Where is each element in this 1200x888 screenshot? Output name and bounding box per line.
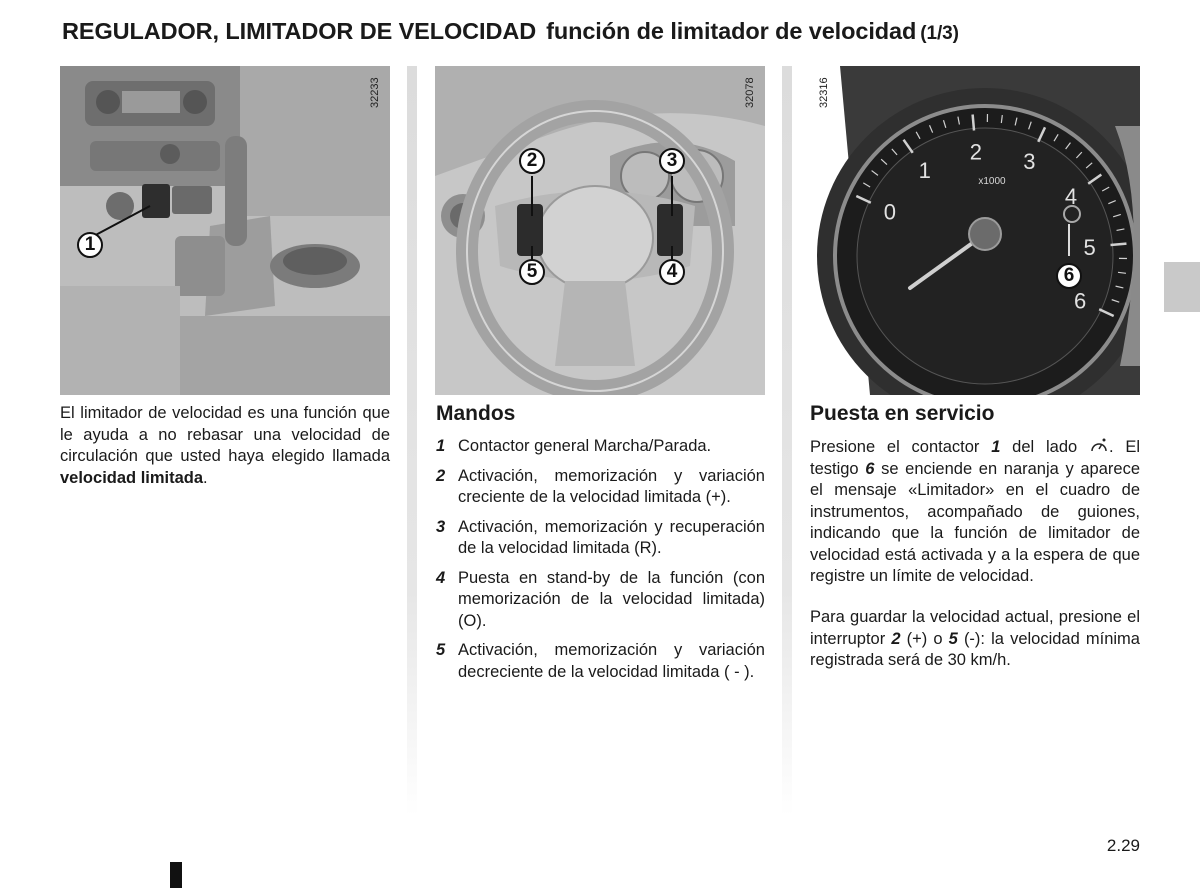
figure-steering-wheel xyxy=(435,66,765,395)
title-page-indicator: (1/3) xyxy=(920,23,959,44)
column-divider-2 xyxy=(782,66,792,816)
text-run: del lado xyxy=(1000,438,1089,456)
gauge-unit-label: x1000 xyxy=(978,176,1006,187)
item-text: Activación, memorización y variación decreciente de la velocidad limitada ( - ). xyxy=(458,641,765,681)
title-sub: función de limitador de velocidad xyxy=(546,18,917,44)
steering-wheel-illustration xyxy=(435,66,765,395)
callout-1: 1 xyxy=(77,232,103,258)
gauge-label: 6 xyxy=(1074,288,1087,314)
intro-bold: velocidad limitada xyxy=(60,468,204,487)
chapter-side-tab xyxy=(1164,262,1200,312)
gauge-label: 4 xyxy=(1064,183,1078,209)
item-number: 3 xyxy=(436,517,446,536)
text-run: Presione el contactor xyxy=(810,438,992,456)
gauge-label: 5 xyxy=(1083,234,1096,260)
figure-code-label: 32233 xyxy=(369,77,381,108)
figure-tachometer xyxy=(810,66,1140,395)
ref-number: 6 xyxy=(865,459,875,478)
item-text: Activación, memorización y recuperación de la velocidad limitada (R). xyxy=(458,517,765,557)
gauge-label: 3 xyxy=(1023,148,1036,174)
save-speed-paragraph xyxy=(810,607,1140,672)
callout-6: 6 xyxy=(1056,263,1082,289)
figure-center-console xyxy=(60,66,390,395)
list-item xyxy=(436,517,765,560)
text-run: . El testigo xyxy=(810,438,1141,478)
gauge-tick xyxy=(973,115,974,131)
list-item xyxy=(436,466,765,509)
item-text: Activación, memorización y variación creciente de la velocidad limitada (+). xyxy=(458,466,765,506)
figure-code-label: 32078 xyxy=(744,77,756,108)
center-console-illustration xyxy=(60,66,390,395)
figure-code-label: 32316 xyxy=(818,77,830,108)
callout-4: 4 xyxy=(659,259,685,285)
gauge-tick xyxy=(1111,244,1127,245)
text-run: se enciende en naranja y aparece el mensaje «Limitador» en el cuadro de instrumentos, acompañado de guiones, indicando que la función de limitador de velocidad está activada y a la espera de que registre un límite de velocidad. xyxy=(810,459,1140,585)
ref-number: 5 xyxy=(948,629,958,648)
item-number: 1 xyxy=(436,437,446,455)
ref-number: 2 xyxy=(891,629,901,648)
text-run: Para guardar la velocidad actual, presione el interruptor xyxy=(810,608,1140,648)
list-item xyxy=(436,568,765,633)
item-number: 4 xyxy=(436,568,446,587)
page-title xyxy=(62,18,1062,45)
intro-end: . xyxy=(203,468,208,487)
print-crop-mark xyxy=(170,862,182,888)
callout-3: 3 xyxy=(659,148,685,174)
speed-limiter-icon xyxy=(1089,437,1109,455)
item-number: 5 xyxy=(436,641,446,659)
column-divider-1 xyxy=(407,66,417,816)
tachometer-illustration xyxy=(810,66,1140,395)
section-heading-puesta-en-servicio: Puesta en servicio xyxy=(810,402,995,425)
controls-list xyxy=(436,436,765,691)
gauge-label: 2 xyxy=(969,139,982,165)
item-text: Contactor general Marcha/Parada. xyxy=(458,437,712,455)
intro-paragraph xyxy=(60,403,390,489)
intro-text: El limitador de velocidad es una función que le ayuda a no rebasar una velocidad de circulación que usted haya elegido llamada xyxy=(60,404,390,465)
callout-2: 2 xyxy=(519,148,545,174)
gauge-label: 1 xyxy=(918,157,931,183)
title-main: REGULADOR, LIMITADOR DE VELOCIDAD xyxy=(62,18,537,44)
list-item xyxy=(436,640,765,683)
activation-paragraph xyxy=(810,437,1140,588)
text-run: (+) o xyxy=(900,629,949,648)
page-number: 2.29 xyxy=(1106,836,1140,855)
item-number: 2 xyxy=(436,466,446,485)
list-item xyxy=(436,436,765,458)
item-text: Puesta en stand-by de la función (con memorización de la velocidad limitada) (O). xyxy=(458,568,765,630)
text-run: (-): la velocidad mínima registrada será de 30 km/h. xyxy=(810,629,1140,669)
gauge-label: 0 xyxy=(883,199,896,225)
callout-5: 5 xyxy=(519,259,545,285)
ref-number: 1 xyxy=(991,438,1001,456)
section-heading-mandos: Mandos xyxy=(436,402,516,425)
